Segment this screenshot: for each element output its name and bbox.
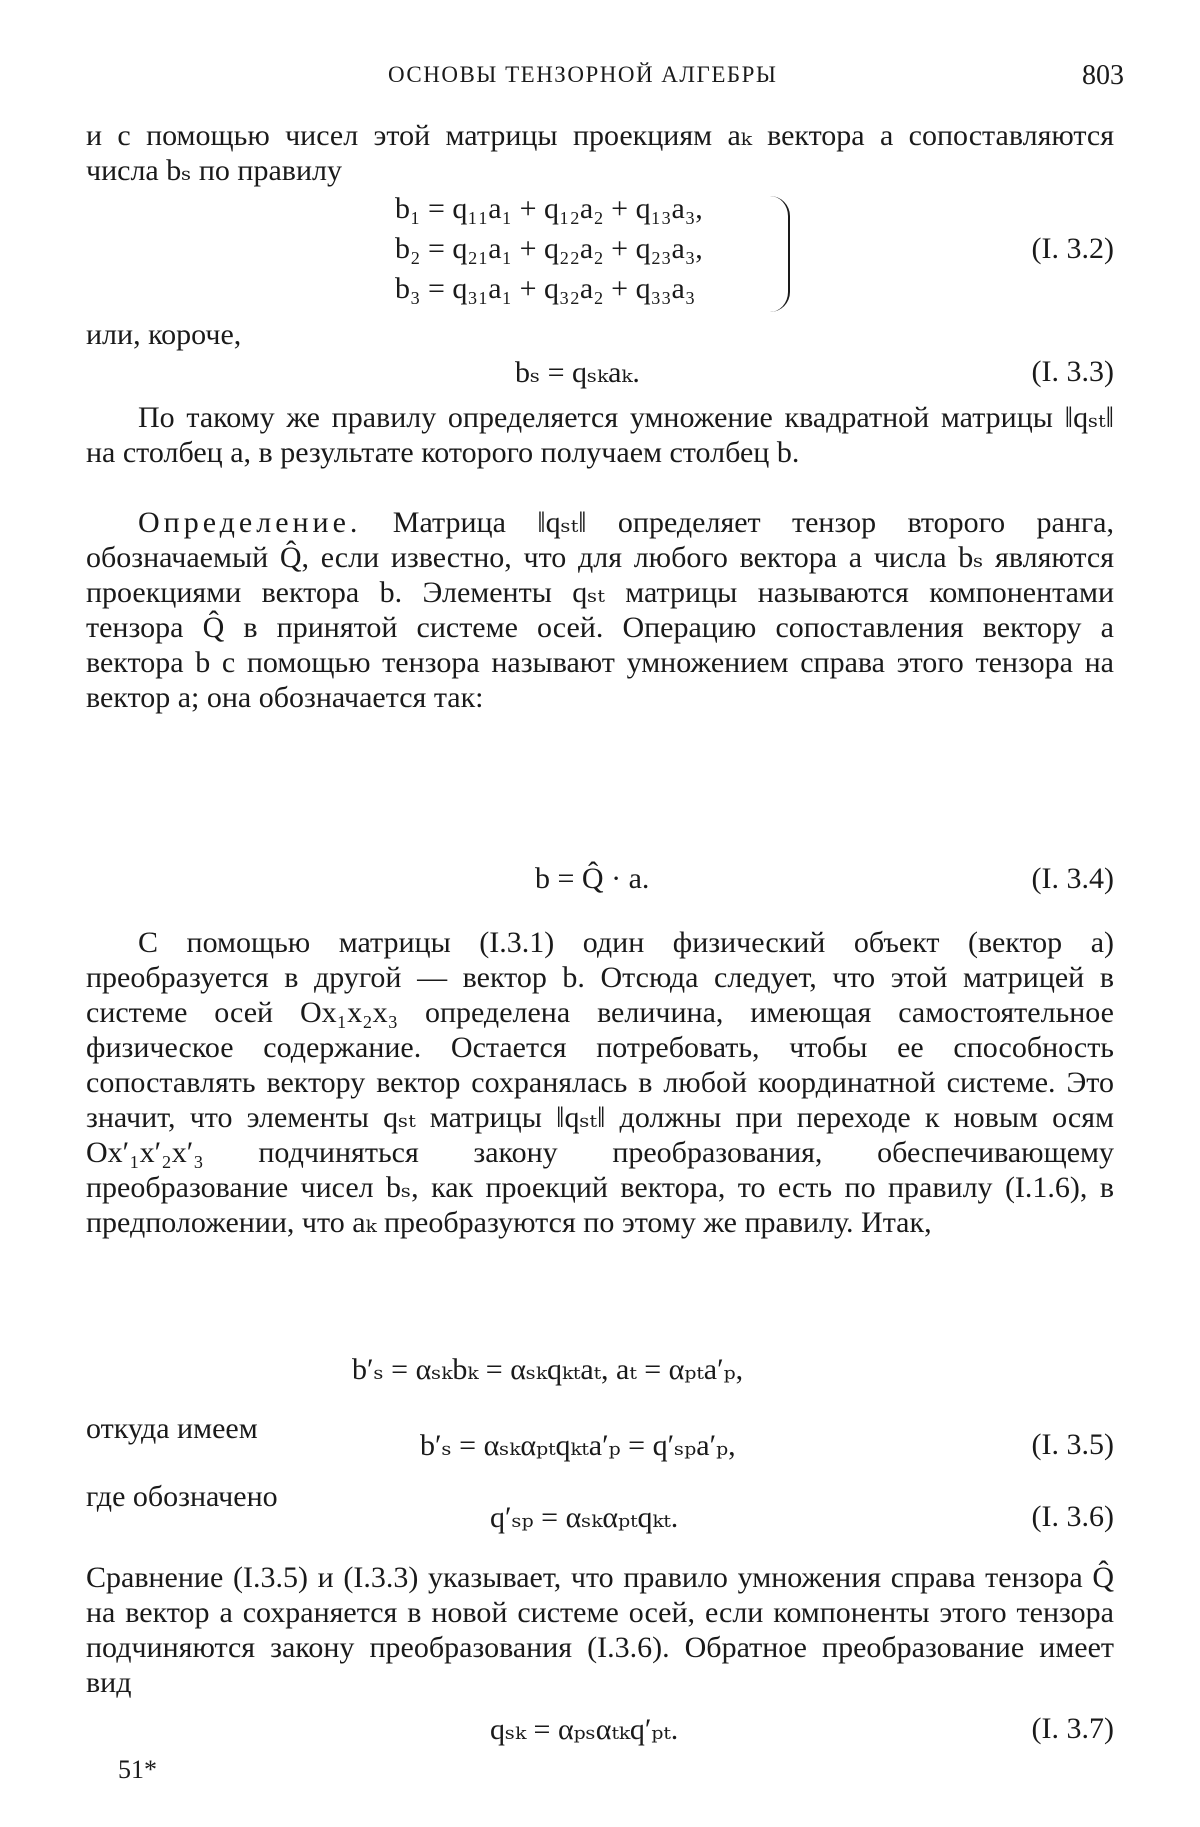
lead-text: откуда имеем: [86, 1412, 258, 1445]
equation-number: (I. 3.4): [1031, 862, 1114, 895]
paragraph-intro: и с помощью чисел этой матрицы проекциям aₖ вектора a сопоставляются числа bₛ по правилу: [86, 119, 1114, 187]
equation-number: (I. 3.2): [1031, 232, 1114, 265]
equation-line: b₃ = q₃₁a₁ + q₃₂a₂ + q₃₃a₃: [395, 272, 696, 305]
equation-line: b₂ = q₂₁a₁ + q₂₂a₂ + q₂₃a₃,: [395, 232, 703, 265]
definition-term: Определение.: [138, 506, 362, 539]
equation-body: b′ₛ = αₛₖbₖ = αₛₖqₖₜaₜ, aₜ = αₚₜa′ₚ,: [352, 1353, 744, 1386]
right-brace: [770, 196, 790, 312]
paragraph-transformation: С помощью матрицы (I.3.1) один физический объект (вектор a) преобразуется в другой — вектор b. Отсюда следует, что этой матрицей в системе осей Ox₁x₂x₃ определена величина, имеющая самостоятельное физическое содержание. Остается потребовать, чтобы ее способность сопоставлять вектору вектор сохранялась в любой координатной системе. Это значит, что элементы qₛₜ матрицы ‖qₛₜ‖ должны при переходе к новым осям Ox′₁x′₂x′₃ подчиняться закону преобразования, обеспечивающему преобразование чисел bₛ, как проекций вектора, то есть по правилу (I.1.6), в предположении, что aₖ преобразуются по этому же правилу. Итак,: [86, 926, 1114, 1239]
equation-body: b = Q̂ · a.: [535, 862, 650, 895]
running-title: ОСНОВЫ ТЕНЗОРНОЙ АЛГЕБРЫ: [388, 62, 778, 87]
paragraph-comparison: Сравнение (I.3.5) и (I.3.3) указывает, что правило умножения справа тензора Q̂ на вектор a сохраняется в новой системе осей, если компоненты этого тензора подчиняются закону преобразования (I.3.6). Обратное преобразование имеет вид: [86, 1561, 1114, 1699]
equation-body: b′ₛ = αₛₖαₚₜqₖₜa′ₚ = q′ₛₚa′ₚ,: [420, 1429, 736, 1462]
equation-body: qₛₖ = αₚₛαₜₖq′ₚₜ.: [490, 1713, 679, 1746]
signature-mark: 51*: [118, 1755, 157, 1784]
equation-line: b₁ = q₁₁a₁ + q₁₂a₂ + q₁₃a₃,: [395, 192, 703, 225]
equation-body: q′ₛₚ = αₛₖαₚₜqₖₜ.: [490, 1501, 679, 1534]
paragraph-definition: [86, 505, 1114, 715]
page-header: [0, 62, 1200, 102]
definition-text: Матрица ‖qₛₜ‖ определяет тензор второго ранга, обозначаемый Q̂, если известно, что для любого вектора a числа bₛ являются проекциями вектора b. Элементы qₛₜ матрицы называются компонентами тензора Q̂ в принятой системе осей. Операцию сопоставления вектору a вектора b с помощью тензора называют умножением справа этого тензора на вектор a; она обозначается так:: [86, 506, 1114, 714]
equation-body: bₛ = qₛₖaₖ.: [515, 356, 640, 389]
lead-text: где обозначено: [86, 1480, 278, 1513]
paragraph-column-multiplication: По такому же правилу определяется умножение квадратной матрицы ‖qₛₜ‖ на столбец a, в результате которого получаем столбец b.: [86, 401, 1114, 469]
equation-number: (I. 3.7): [1031, 1712, 1114, 1745]
lead-text: или, короче,: [86, 318, 242, 351]
page-number: 803: [1082, 60, 1124, 91]
equation-number: (I. 3.6): [1031, 1500, 1114, 1533]
equation-number: (I. 3.3): [1031, 355, 1114, 388]
equation-number: (I. 3.5): [1031, 1428, 1114, 1461]
